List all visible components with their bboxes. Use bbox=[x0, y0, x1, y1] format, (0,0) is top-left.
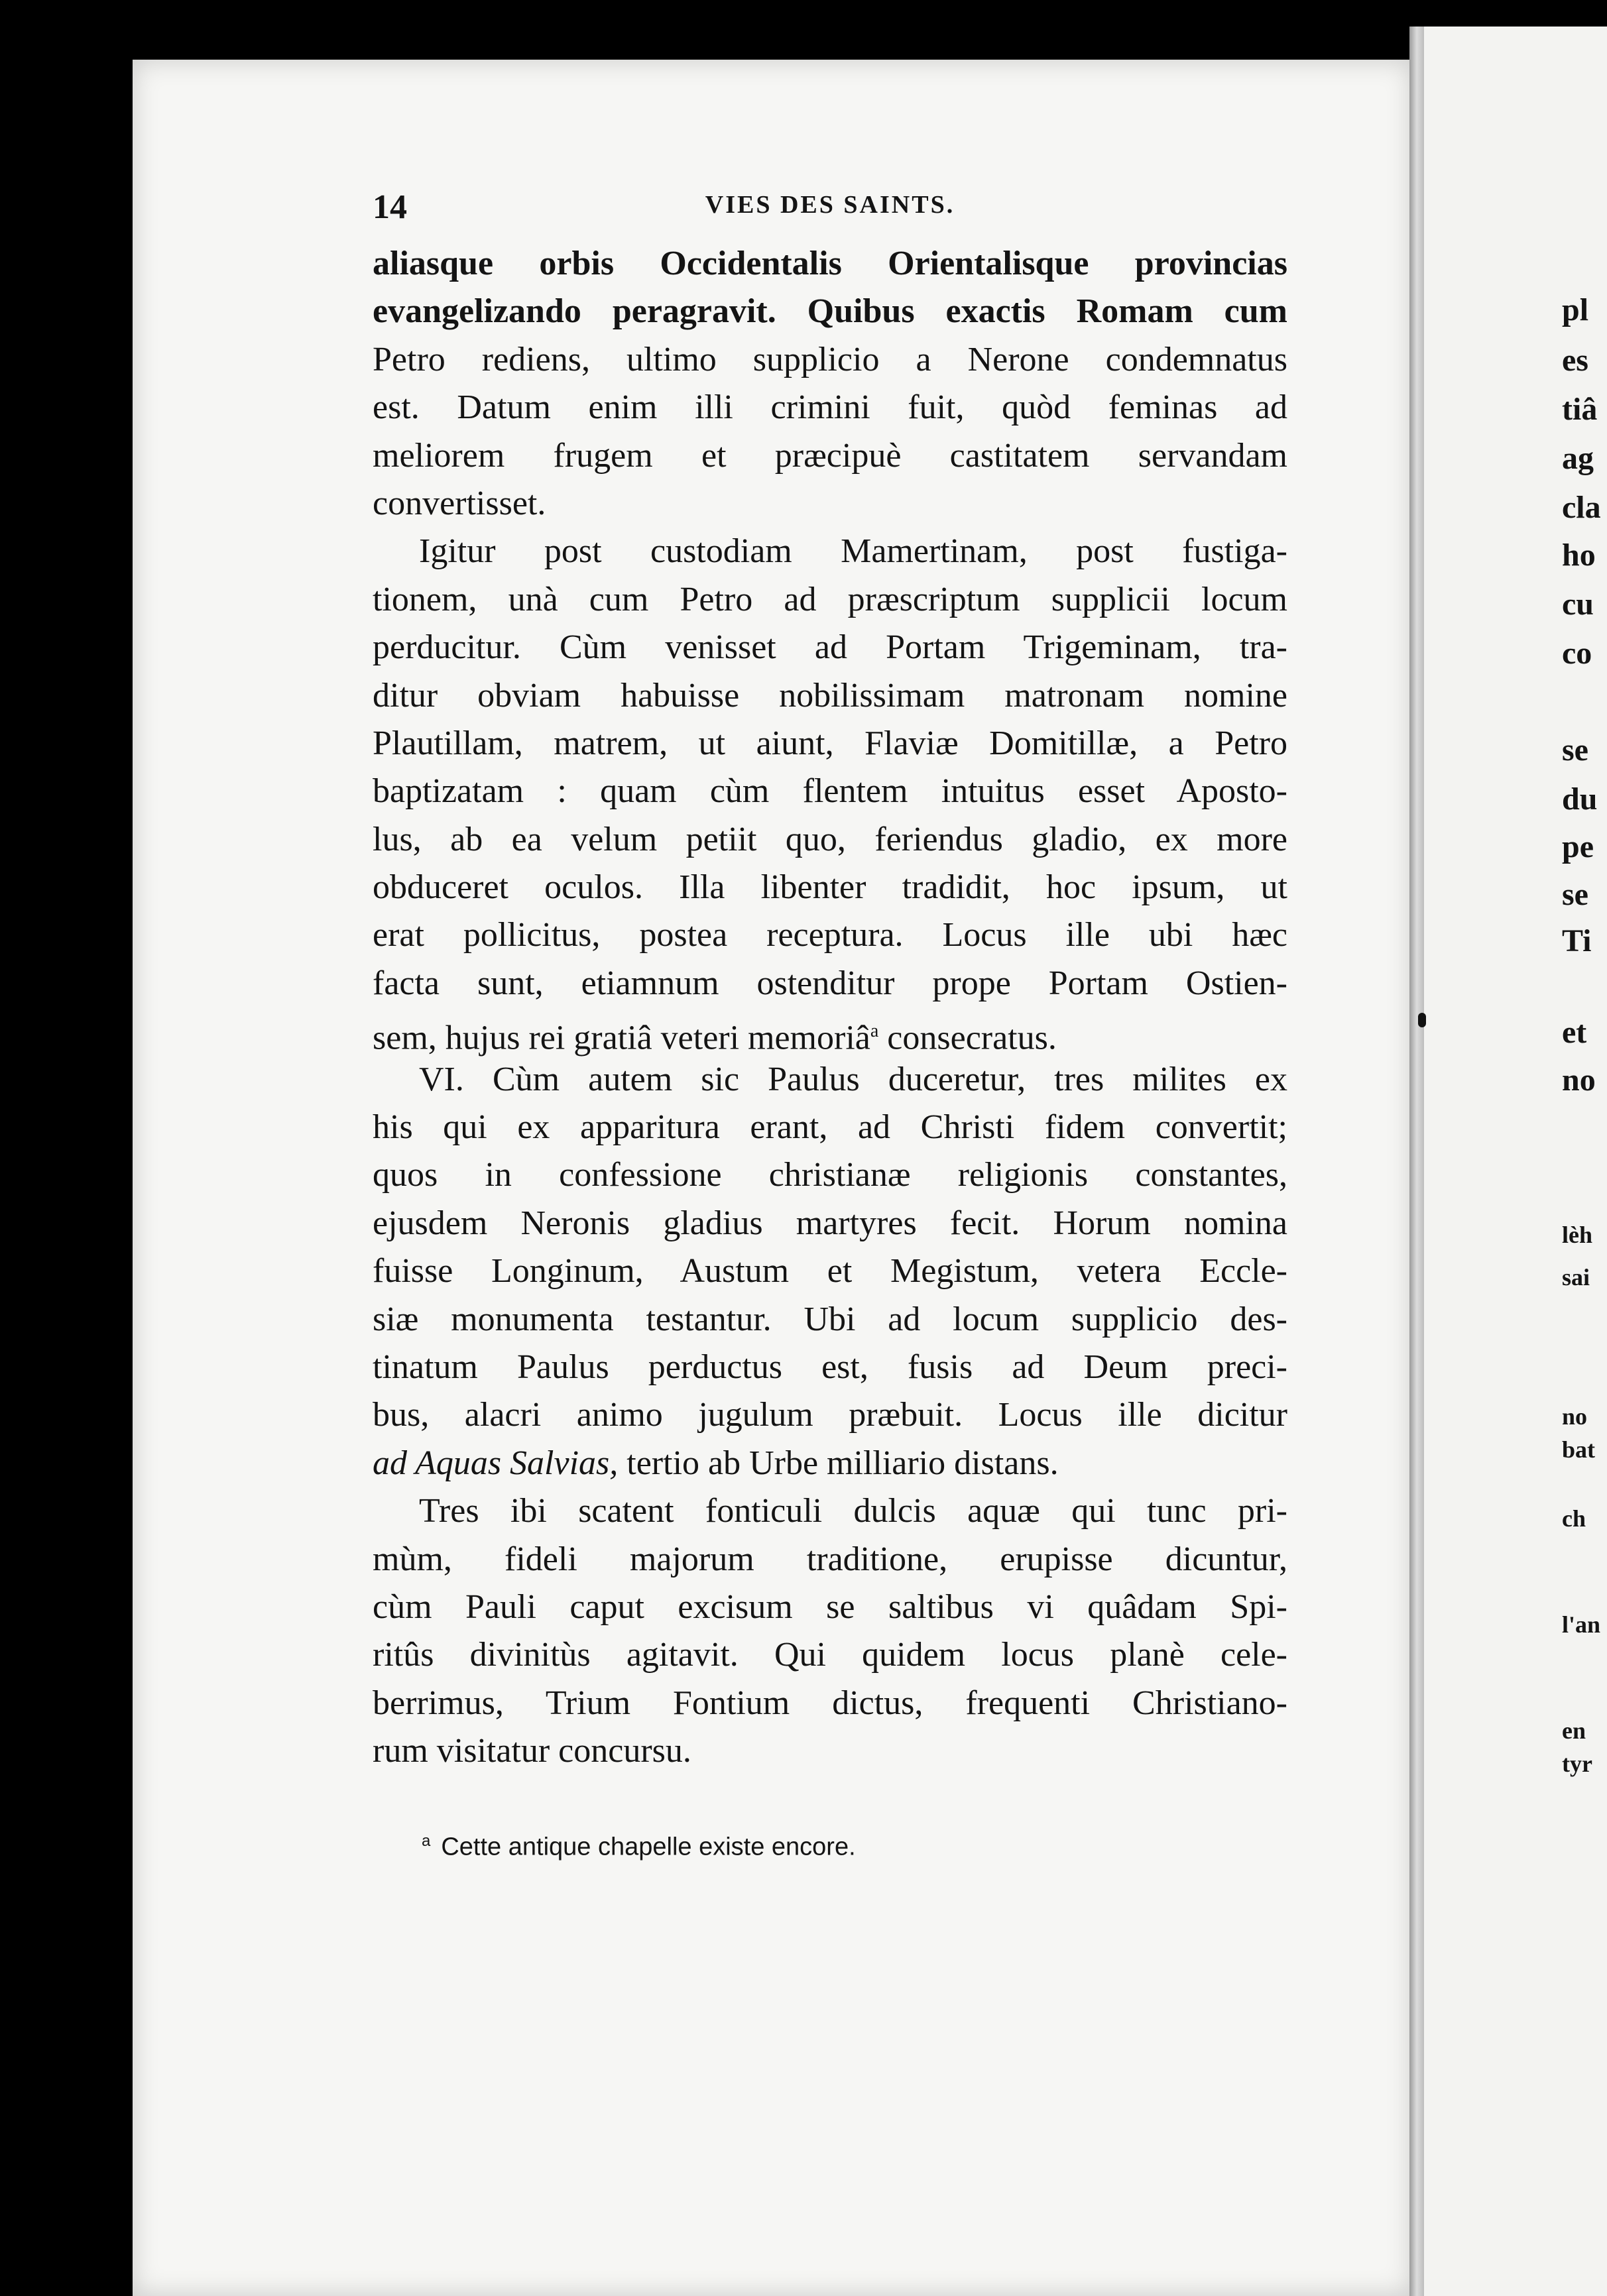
right-page-fragment: en bbox=[1562, 1717, 1586, 1744]
text-line: baptizatam : quam cùm flentem intuitus esset Aposto- bbox=[373, 772, 1287, 811]
gutter-dot bbox=[1418, 1013, 1426, 1027]
text-line: erat pollicitus, postea receptura. Locus ille ubi hæc bbox=[373, 916, 1287, 954]
text-line: siæ monumenta testantur. Ubi ad locum supplicio des- bbox=[373, 1300, 1287, 1338]
text-line: perducitur. Cùm venisset ad Portam Trigeminam, tra- bbox=[373, 628, 1287, 667]
right-page-fragment: pl bbox=[1562, 292, 1589, 327]
right-page-fragment: Ti bbox=[1562, 923, 1592, 958]
text-line: tionem, unà cum Petro ad præscriptum supplicii locum bbox=[373, 580, 1287, 618]
text-line: Plautillam, matrem, ut aiunt, Flaviæ Domitillæ, a Petro bbox=[373, 724, 1287, 762]
text-line: est. Datum enim illi crimini fuit, quòd feminas ad bbox=[373, 388, 1287, 427]
text-line: quos in confessione christianæ religionis constantes, bbox=[373, 1156, 1287, 1194]
footnote bbox=[422, 1832, 1085, 1862]
text-line: tinatum Paulus perductus est, fusis ad Deum preci- bbox=[373, 1348, 1287, 1386]
text-line: ditur obviam habuisse nobilissimam matronam nomine bbox=[373, 676, 1287, 715]
text-line: convertisset. bbox=[373, 484, 546, 522]
text-line: bus, alacri animo jugulum præbuit. Locus ille dicitur bbox=[373, 1396, 1287, 1434]
text-line bbox=[373, 1007, 1287, 1055]
text-line: ritûs divinitùs agitavit. Qui quidem locus planè cele- bbox=[373, 1636, 1287, 1674]
page-header bbox=[373, 188, 1287, 227]
right-page-fragment: cla bbox=[1562, 490, 1601, 525]
right-page-fragment: no bbox=[1562, 1403, 1588, 1430]
text-line: lus, ab ea velum petiit quo, feriendus gladio, ex more bbox=[373, 820, 1287, 858]
right-page-fragment: co bbox=[1562, 636, 1592, 671]
text-line: evangelizando peragravit. Quibus exactis Romam cum bbox=[373, 292, 1287, 331]
right-page-fragment: ag bbox=[1562, 441, 1594, 476]
right-page-fragment: sai bbox=[1562, 1264, 1590, 1291]
text-line: his qui ex apparitura erant, ad Christi fidem convertit; bbox=[373, 1108, 1287, 1147]
text-line: VI. Cùm autem sic Paulus duceretur, tres milites ex bbox=[419, 1060, 1287, 1098]
book-gutter bbox=[1409, 27, 1424, 2296]
right-page-fragment: no bbox=[1562, 1062, 1596, 1098]
right-page-fragment: du bbox=[1562, 781, 1598, 817]
text-line: meliorem frugem et præcipuè castitatem servandam bbox=[373, 436, 1287, 475]
running-title: VIES DES SAINTS. bbox=[705, 191, 955, 219]
line-text: tertio ab Urbe milliario distans. bbox=[626, 1444, 1059, 1482]
text-line: cùm Pauli caput excisum se saltibus vi quâdam Spi- bbox=[373, 1587, 1287, 1626]
right-page-fragment: lèh bbox=[1562, 1222, 1593, 1248]
footnote-mark: a bbox=[422, 1832, 431, 1850]
text-line: fuisse Longinum, Austum et Megistum, vetera Eccle- bbox=[373, 1252, 1287, 1291]
right-page-fragment: l'an bbox=[1562, 1611, 1601, 1638]
page-number: 14 bbox=[373, 188, 407, 226]
text-line: Tres ibi scatent fonticuli dulcis aquæ qui tunc pri- bbox=[419, 1492, 1287, 1530]
right-page-fragment: et bbox=[1562, 1015, 1587, 1050]
text-line: aliasque orbis Occidentalis Orientalisque provincias bbox=[373, 245, 1287, 282]
right-page-fragment: es bbox=[1562, 343, 1588, 378]
right-page-fragment: cu bbox=[1562, 587, 1594, 622]
text-line: Igitur post custodiam Mamertinam, post fustiga- bbox=[419, 532, 1287, 571]
text-line bbox=[373, 1440, 1287, 1487]
body-text bbox=[373, 240, 1287, 1776]
right-page-fragment: bat bbox=[1562, 1436, 1596, 1463]
right-page-fragment: ho bbox=[1562, 538, 1596, 573]
text-line: mùm, fideli majorum traditione, erupisse dicuntur, bbox=[373, 1540, 1287, 1578]
right-page-fragment: ch bbox=[1562, 1505, 1586, 1532]
line-text: consecratus. bbox=[887, 1019, 1057, 1057]
text-line: berrimus, Trium Fontium dictus, frequenti Christiano- bbox=[373, 1684, 1287, 1722]
footnote-text: Cette antique chapelle existe encore. bbox=[441, 1833, 856, 1861]
right-page-fragment: se bbox=[1562, 732, 1588, 768]
footnote-reference: a bbox=[870, 1021, 879, 1042]
text-line: facta sunt, etiamnum ostenditur prope Portam Ostien- bbox=[373, 964, 1287, 1002]
right-page-fragment: tyr bbox=[1562, 1751, 1592, 1777]
text-line: Petro rediens, ultimo supplicio a Nerone condemnatus bbox=[373, 340, 1287, 378]
right-page-fragment: tiâ bbox=[1562, 392, 1598, 427]
right-page-fragment: se bbox=[1562, 877, 1588, 912]
text-line: rum visitatur concursu. bbox=[373, 1732, 691, 1770]
italic-place-name: ad Aquas Salvias, bbox=[373, 1444, 619, 1482]
line-text: sem, hujus rei gratiâ veteri memoriâ bbox=[373, 1019, 870, 1057]
text-line: obduceret oculos. Illa libenter tradidit, hoc ipsum, ut bbox=[373, 868, 1287, 907]
text-line: ejusdem Neronis gladius martyres fecit. Horum nomina bbox=[373, 1204, 1287, 1242]
right-page-fragment: pe bbox=[1562, 829, 1594, 864]
